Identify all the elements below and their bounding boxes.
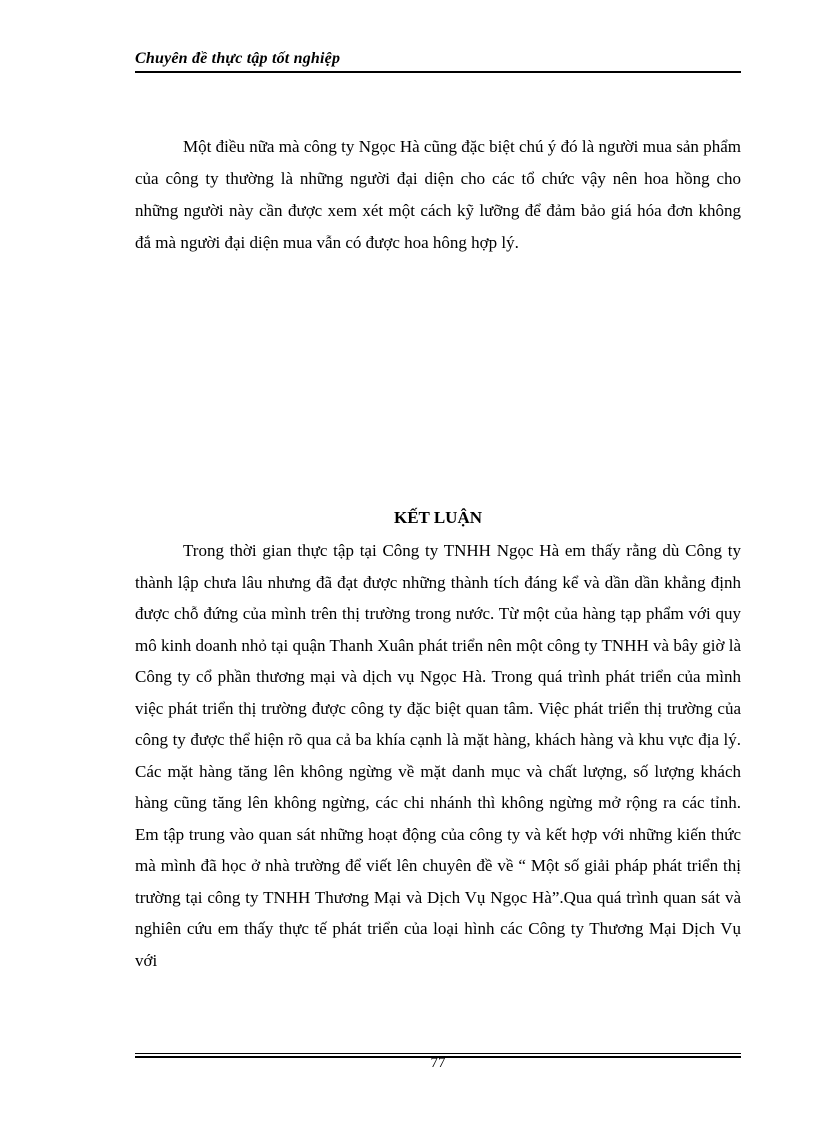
section-heading: KẾT LUẬN xyxy=(393,508,482,527)
running-header-title: Chuyên đề thực tập tốt nghiệp xyxy=(135,50,341,67)
body-paragraph-2: Trong thời gian thực tập tại Công ty TNHH Ngọc Hà em thấy rằng dù Công ty thành lập chưa lâu nhưng đã đạt được những thành tích đáng kể và dần dần khẳng định được chỗ đứng của mình trên thị trường trong nước. Từ một của hàng tạp phẩm với quy mô kinh doanh nhỏ tại quận Thanh Xuân phát triển nên một công ty TNHH và bây giờ là Công ty cổ phần thương mại và dịch vụ Ngọc Hà. Trong quá trình phát triển của mình việc phát triển thị trường được công ty đặc biệt quan tâm. Việc phát triển thị trường của công ty được thể hiện rõ qua cả ba khía cạnh là mặt hàng, khách hàng và khu vực địa lý. Các mặt hàng tăng lên không ngừng về mặt danh mục và chất lượng, số lượng khách hàng cũng tăng lên không ngừng, các chi nhánh thì không ngừng mở rộng ra các tỉnh. Em tập trung vào quan sát những hoạt động của công ty và kết hợp với những kiến thức mà mình đã học ở nhà trường để viết lên chuyên đề về “ Một số giải pháp phát triển thị trường tại công ty TNHH Thương Mại và Dịch Vụ Ngọc Hà”.Qua quá trình quan sát và nghiên cứu em thấy thực tế phát triển của loại hình các Công ty Thương Mại Dịch Vụ với xyxy=(135,541,741,970)
header-rule xyxy=(135,71,741,73)
footer-rule-thin xyxy=(135,1053,741,1054)
body-paragraph-1: Một điều nữa mà công ty Ngọc Hà cũng đặc biệt chú ý đó là người mua sản phẩm của công ty thường là những người đại diện cho các tổ chức vậy nên hoa hồng cho những người này cần được xem xét một cách kỹ lưỡng để đảm bảo giá hóa đơn không đắ mà người đại diện mua vẫn có được hoa hông hợp lý. xyxy=(135,137,741,252)
page-number: 77 xyxy=(430,1055,446,1071)
